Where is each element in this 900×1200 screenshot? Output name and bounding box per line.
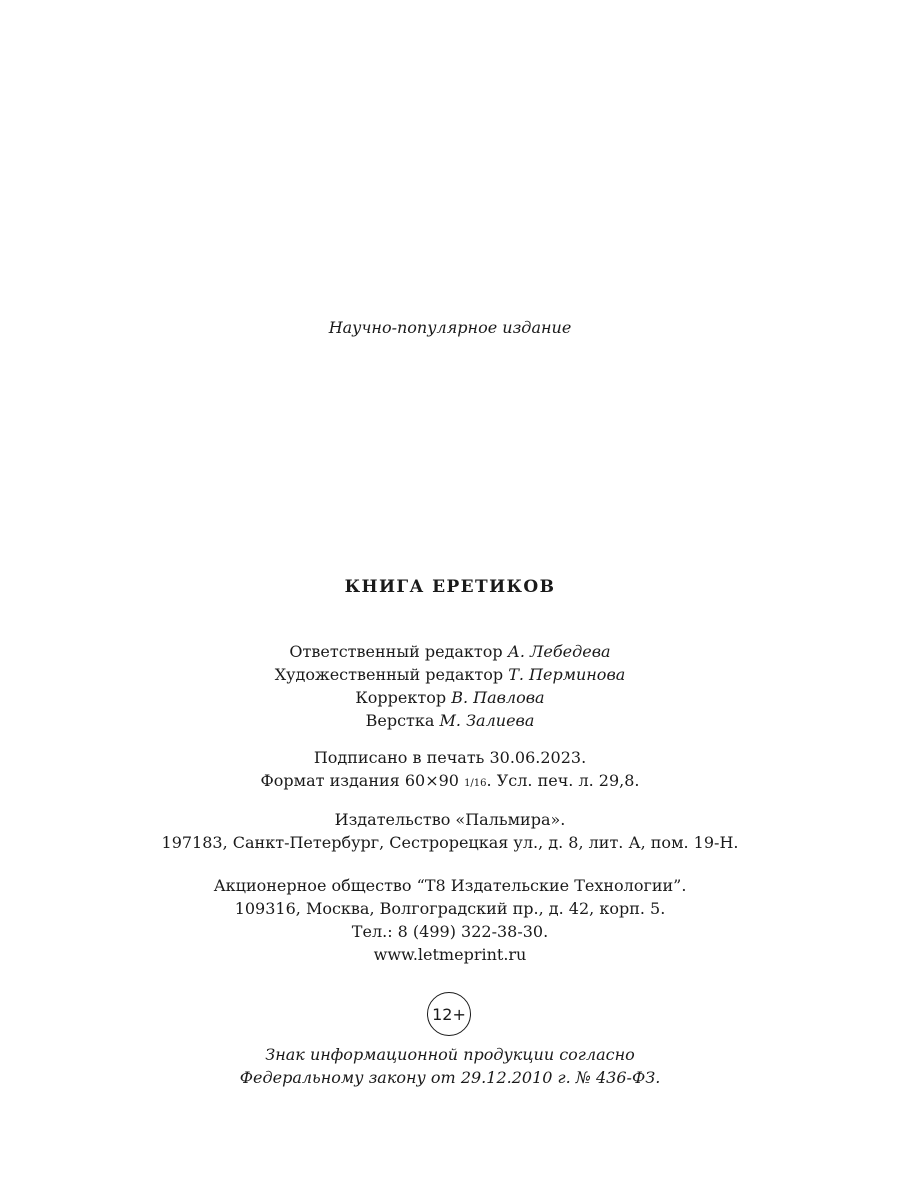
credit-name: М. Залиева	[439, 711, 535, 730]
printer-address: 109316, Москва, Волгоградский пр., д. 42, корп. 5.	[234, 899, 666, 918]
credit-art-editor	[0, 663, 900, 686]
credit-proofreader	[0, 686, 900, 709]
printer-name: Акционерное общество “Т8 Издательские Технологии”.	[213, 876, 687, 895]
credit-name: А. Лебедева	[507, 642, 611, 661]
printer-website: www.letmeprint.ru	[373, 945, 527, 964]
credit-name: В. Павлова	[451, 688, 545, 707]
signed-for-print: Подписано в печать 30.06.2023.	[313, 748, 587, 767]
credit-role: Ответственный редактор	[289, 642, 503, 661]
credit-role: Корректор	[355, 688, 447, 707]
credit-layout	[0, 709, 900, 732]
format-suffix: . Усл. печ. л. 29,8.	[486, 771, 640, 790]
credit-role: Художественный редактор	[274, 665, 504, 684]
credit-chief-editor	[0, 640, 900, 663]
format-fraction: 1/16	[464, 778, 487, 789]
edition-format	[0, 769, 900, 795]
book-title: КНИГА ЕРЕТИКОВ	[344, 577, 556, 597]
age-rating-badge: 12+	[427, 992, 471, 1036]
age-notice-line-2: Федеральному закону от 29.12.2010 г. № 436-ФЗ.	[239, 1068, 661, 1087]
credit-name: Т. Перминова	[508, 665, 626, 684]
publisher-name: Издательство «Пальмира».	[334, 810, 566, 829]
credit-role: Верстка	[365, 711, 435, 730]
printer-phone: Тел.: 8 (499) 322-38-30.	[351, 922, 549, 941]
edition-type: Научно-популярное издание	[328, 318, 572, 337]
publisher-address: 197183, Санкт-Петербург, Сестрорецкая ул., д. 8, лит. А, пом. 19-Н.	[161, 833, 739, 852]
format-prefix: Формат издания 60×90	[260, 771, 465, 790]
age-notice-line-1: Знак информационной продукции согласно	[265, 1045, 635, 1064]
